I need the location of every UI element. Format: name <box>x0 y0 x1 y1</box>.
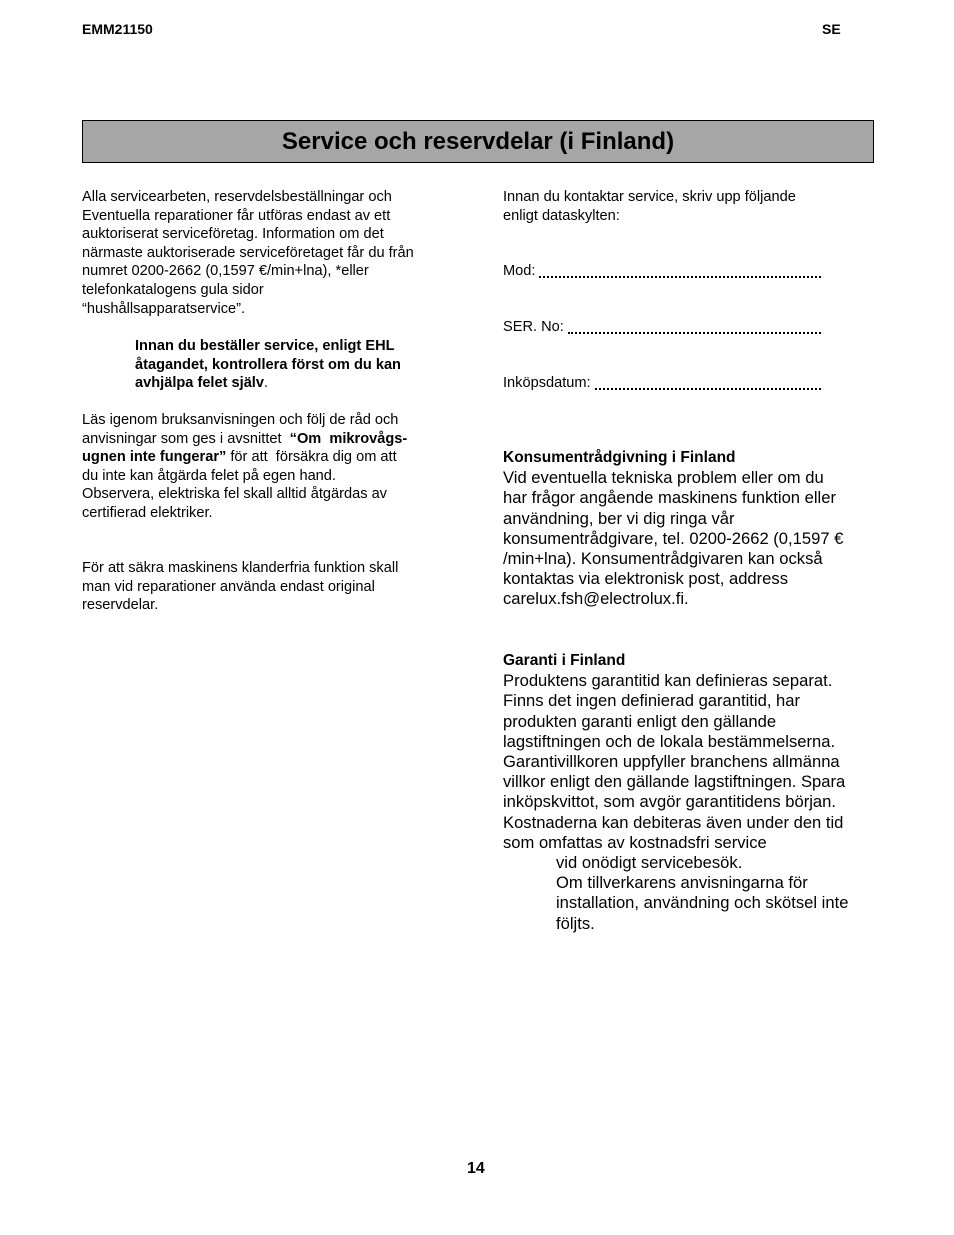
section-heading: Garanti i Finland <box>503 652 626 669</box>
list-item: följts. <box>556 913 595 933</box>
consumer-advice-section <box>503 448 875 610</box>
text-line <box>82 430 454 449</box>
model-field <box>503 262 821 281</box>
text-line: inköpskvittot, som avgör garantitidens början. <box>503 792 836 812</box>
nameplate-intro <box>503 188 863 225</box>
field-label: SER. No: <box>503 319 564 335</box>
dotted-fill-line <box>595 387 821 390</box>
check-manual-paragraph <box>82 411 454 523</box>
text-line <box>82 448 454 467</box>
purchase-date-field <box>503 374 821 393</box>
text-line: /min+lna). Konsumentrådgivaren kan också <box>503 549 823 569</box>
text-line: numret 0200-2662 (0,1597 €/min+lna), *eller <box>82 263 369 280</box>
text-line: villkor enligt den gällande lagstiftningen. Spara <box>503 772 846 792</box>
text-line: enligt dataskylten: <box>503 207 620 224</box>
text-line: man vid reparationer använda endast original <box>82 578 375 595</box>
serial-number-field <box>503 318 821 337</box>
text-line: har frågor angående maskinens funktion eller <box>503 488 837 508</box>
text-line: “hushållsapparatservice”. <box>82 300 246 317</box>
field-label: Inköpsdatum: <box>503 375 591 391</box>
page-title: Service och reservdelar (i Finland) <box>281 127 675 155</box>
text-line: För att säkra maskinens klanderfria funktion skall <box>82 560 399 576</box>
field-label: Mod: <box>503 263 536 279</box>
text-line <box>135 374 450 393</box>
page-number: 14 <box>467 1160 485 1177</box>
text-line: Innan du beställer service, enligt EHL <box>135 338 395 354</box>
text-line: Kostnaderna kan debiteras även under den tid <box>503 812 844 832</box>
text-line: Eventuella reparationer får utföras endast av ett <box>82 207 391 224</box>
title-banner <box>82 120 874 163</box>
section-reference: “Om mikrovågs- <box>289 430 408 447</box>
text-line: Observera, elektriska fel skall alltid åtgärdas av <box>82 486 387 503</box>
original-parts-paragraph <box>82 559 454 615</box>
language-code: SE <box>822 21 841 37</box>
text-line: telefonkatalogens gula sidor <box>82 281 264 298</box>
text-line: produkten garanti enligt den gällande <box>503 711 777 731</box>
dotted-fill-line <box>539 275 821 278</box>
list-item: vid onödigt servicebesök. <box>556 853 743 873</box>
warranty-section <box>503 651 875 934</box>
list-item: installation, användning och skötsel inte <box>556 893 849 913</box>
text-line: Finns det ingen definierad garantitid, har <box>503 691 801 711</box>
text-line: konsumentrådgivare, tel. 0200-2662 (0,1597 € <box>503 528 844 548</box>
model-number: EMM21150 <box>82 21 153 37</box>
text-line: reservdelar. <box>82 597 159 614</box>
text-line: auktoriserat serviceföretag. Information om det <box>82 226 384 243</box>
text-line: Produktens garantitid kan definieras separat. <box>503 671 833 691</box>
text-line: certifierad elektriker. <box>82 504 213 521</box>
text-span: . <box>263 375 269 392</box>
text-line: åtagandet, kontrollera först om du kan <box>135 356 401 373</box>
ehl-note <box>135 337 450 393</box>
text-line: Garantivillkoren uppfyller branchens allmänna <box>503 752 840 772</box>
text-line: Alla servicearbeten, reservdelsbeställningar och <box>82 189 392 205</box>
text-line: som omfattas av kostnadsfri service <box>503 832 767 852</box>
text-span: avhjälpa felet själv <box>135 375 264 392</box>
text-line: närmaste auktoriserade serviceföretaget får du från <box>82 244 414 261</box>
service-intro-paragraph <box>82 188 454 318</box>
text-line: lagstiftningen och de lokala bestämmelserna. <box>503 731 836 751</box>
text-line: Vid eventuella tekniska problem eller om du <box>503 468 824 488</box>
text-span: för att försäkra dig om att <box>226 449 397 466</box>
text-line: kontaktas via elektronisk post, address <box>503 569 789 589</box>
text-line: Innan du kontaktar service, skriv upp följande <box>503 189 796 205</box>
text-line: Läs igenom bruksanvisningen och följ de råd och <box>82 412 399 428</box>
text-line: användning, ber vi dig ringa vår <box>503 508 735 528</box>
section-heading: Konsumentrådgivning i Finland <box>503 449 736 466</box>
email-address: carelux.fsh@electrolux.fi. <box>503 589 689 609</box>
list-item: Om tillverkarens anvisningarna för <box>556 873 808 893</box>
dotted-fill-line <box>568 331 821 334</box>
text-span: anvisningar som ges i avsnittet <box>82 430 290 447</box>
section-reference: ugnen inte fungerar” <box>82 449 227 466</box>
text-line: du inte kan åtgärda felet på egen hand. <box>82 467 336 484</box>
